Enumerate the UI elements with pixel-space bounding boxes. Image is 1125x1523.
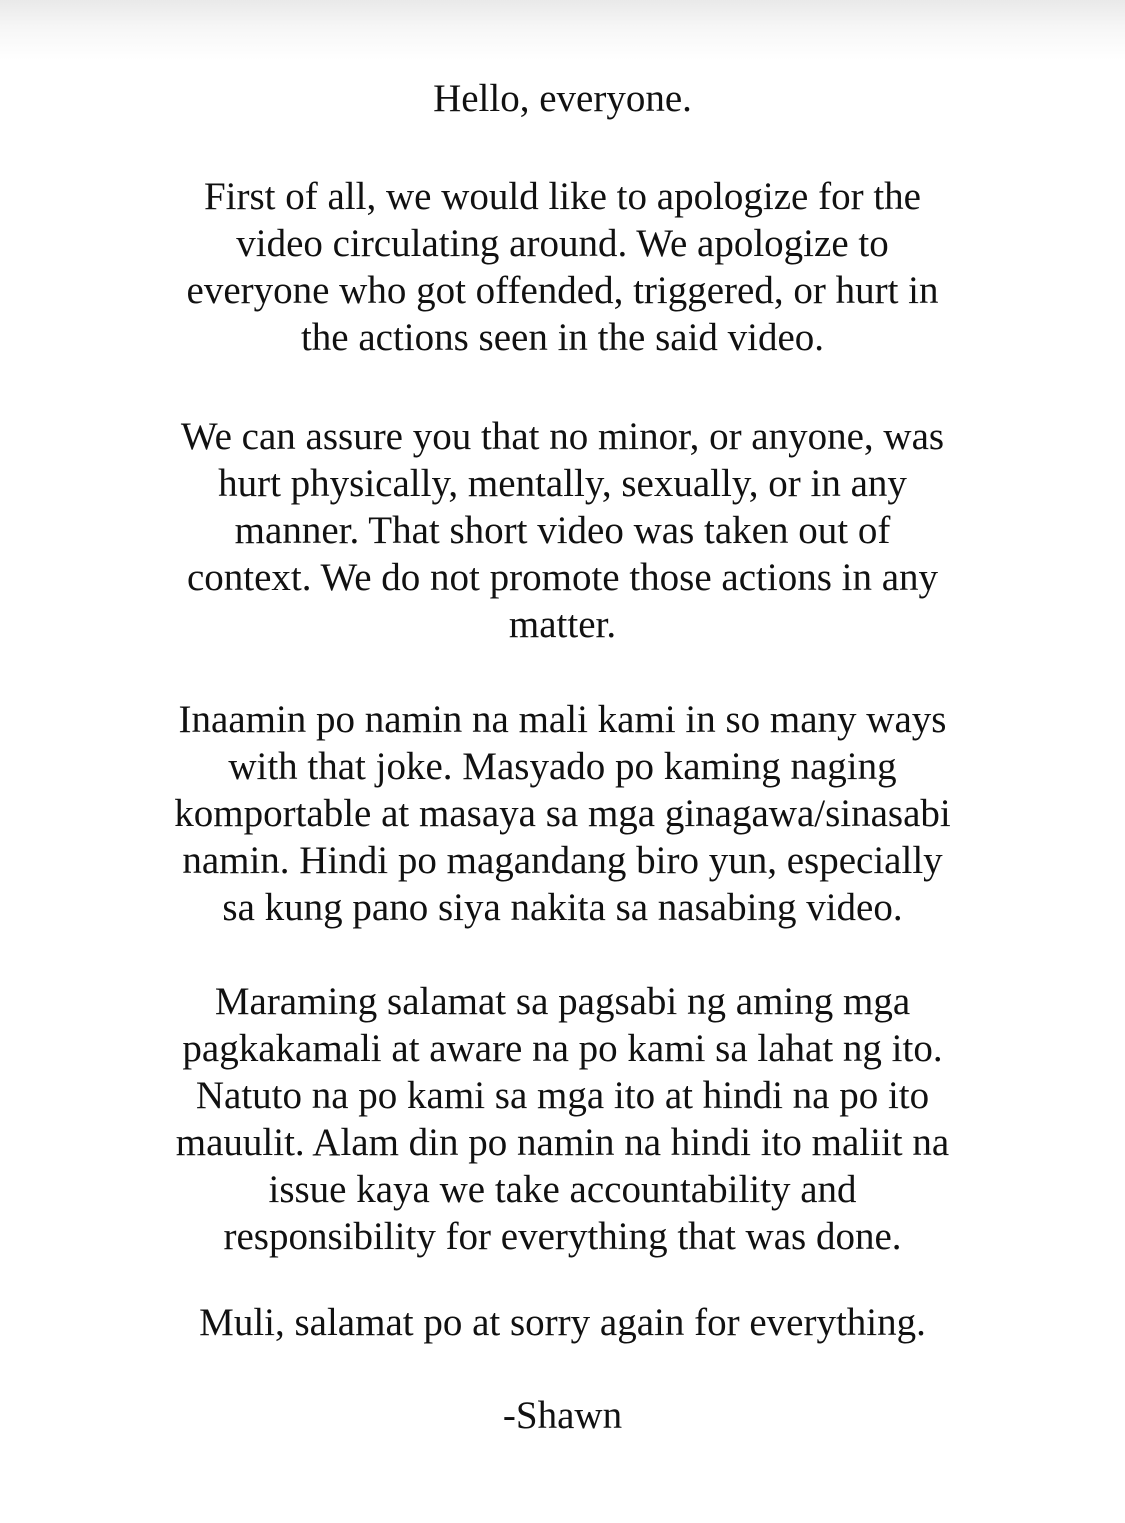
paragraph-line: issue kaya we take accountability and <box>268 1168 857 1211</box>
greeting <box>0 75 1125 122</box>
paragraph-assurance <box>100 413 1025 648</box>
paragraph-line: mauulit. Alam din po namin na hindi ito maliit na <box>175 1121 950 1164</box>
paragraph-line: video circulating around. We apologize to <box>236 222 889 265</box>
paragraph-line: responsibility for everything that was done. <box>223 1215 902 1258</box>
paragraph-line: context. We do not promote those actions in any <box>186 556 939 599</box>
paragraph-line: Inaamin po namin na mali kami in so many ways <box>178 698 947 741</box>
paragraph-line: the actions seen in the said video. <box>300 316 825 359</box>
signature <box>100 1392 1025 1439</box>
paragraph-line: sa kung pano siya nakita sa nasabing video. <box>222 886 903 929</box>
paragraph-line: We can assure you that no minor, or anyone, was <box>180 415 945 458</box>
paragraph-line: Muli, salamat po at sorry again for everything. <box>199 1301 926 1344</box>
paragraph-line: pagkakamali at aware na po kami sa lahat ng ito. <box>182 1027 943 1070</box>
paragraph-line: Natuto na po kami sa mga ito at hindi na po ito <box>195 1074 930 1117</box>
paragraph-admission <box>100 696 1025 931</box>
signature-text: -Shawn <box>502 1394 623 1437</box>
top-status-fade <box>0 0 1125 60</box>
paragraph-line: hurt physically, mentally, sexually, or in any <box>218 462 907 505</box>
paragraph-line: everyone who got offended, triggered, or hurt in <box>186 269 939 312</box>
paragraph-line: with that joke. Masyado po kaming naging <box>228 745 897 788</box>
paragraph-line: matter. <box>508 603 617 646</box>
paragraph-line: manner. That short video was taken out of <box>234 509 891 552</box>
paragraph-gratitude <box>100 978 1025 1260</box>
paragraph-line: komportable at masaya sa mga ginagawa/sinasabi <box>174 792 951 835</box>
paragraph-line: namin. Hindi po magandang biro yun, especially <box>182 839 943 882</box>
greeting-text: Hello, everyone. <box>433 77 692 120</box>
paragraph-line: Maraming salamat sa pagsabi ng aming mga <box>214 980 911 1023</box>
paragraph-closing <box>100 1299 1025 1346</box>
paragraph-line: First of all, we would like to apologize for the <box>203 175 921 218</box>
paragraph-apology <box>100 173 1025 361</box>
